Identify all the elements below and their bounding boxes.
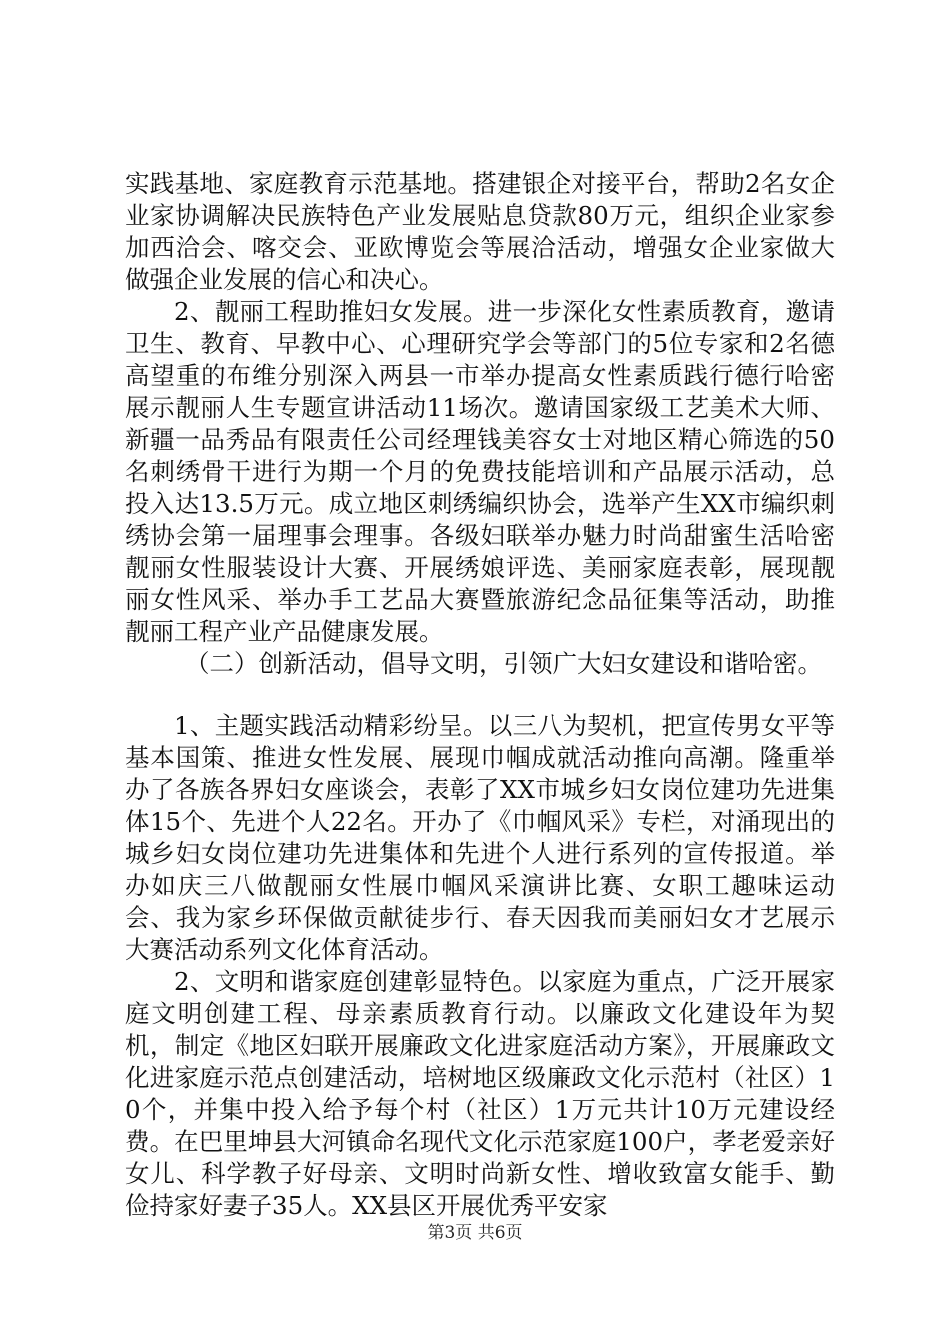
paragraph-gap bbox=[125, 680, 835, 710]
document-body bbox=[125, 168, 835, 1222]
paragraph-harmonious-family: 2、文明和谐家庭创建彰显特色。以家庭为重点，广泛开展家庭文明创建工程、母亲素质教育行动。以廉政文化建设年为契机，制定《地区妇联开展廉政文化进家庭活动方案》，开展廉政文化进家庭示范点创建活动，培树地区级廉政文化示范村（社区）10个，并集中投入给予每个村（社区）1万元共计10万元建设经费。在巴里坤县大河镇命名现代文化示范家庭100户，孝老爱亲好女儿、科学教子好母亲、文明时尚新女性、增收致富女能手、勤俭持家好妻子35人。XX县区开展优秀平安家 bbox=[125, 967, 835, 1220]
section-heading: （二）创新活动，倡导文明，引领广大妇女建设和谐哈密。 bbox=[185, 649, 822, 678]
paragraph-theme-activities: 1、主题实践活动精彩纷呈。以三八为契机，把宣传男女平等基本国策、推进女性发展、展现巾帼成就活动推向高潮。隆重举办了各族各界妇女座谈会，表彰了XX市城乡妇女岗位建功先进集体15个、先进个人22名。开办了《巾帼风采》专栏，对涌现出的城乡妇女岗位建功先进集体和先进个人进行系列的宣传报道。举办如庆三八做靓丽女性展巾帼风采演讲比赛、女职工趣味运动会、我为家乡环保做贡献徒步行、春天因我而美丽妇女才艺展示大赛活动系列文化体育活动。 bbox=[125, 711, 835, 964]
paragraph-continuation: 实践基地、家庭教育示范基地。搭建银企对接平台，帮助2名女企业家协调解决民族特色产业发展贴息贷款80万元，组织企业家参加西洽会、喀交会、亚欧博览会等展洽活动，增强女企业家做大做强企业发展的信心和决心。 bbox=[125, 169, 835, 294]
page-number-footer: 第3页 共6页 bbox=[427, 1223, 523, 1243]
paragraph-beautiful-project: 2、靓丽工程助推妇女发展。进一步深化女性素质教育，邀请卫生、教育、早教中心、心理研究学会等部门的5位专家和2名德高望重的布维分别深入两县一市举办提高女性素质践行德行哈密展示靓丽人生专题宣讲活动11场次。邀请国家级工艺美术大师、新疆一品秀品有限责任公司经理钱美容女士对地区精心筛选的50名刺绣骨干进行为期一个月的免费技能培训和产品展示活动，总投入达13.5万元。成立地区刺绣编织协会，选举产生XX市编织刺绣协会第一届理事会理事。各级妇联举办魅力时尚甜蜜生活哈密靓丽女性服装设计大赛、开展绣娘评选、美丽家庭表彰，展现靓丽女性风采、举办手工艺品大赛暨旅游纪念品征集等活动，助推靓丽工程产业产品健康发展。 bbox=[125, 297, 835, 646]
